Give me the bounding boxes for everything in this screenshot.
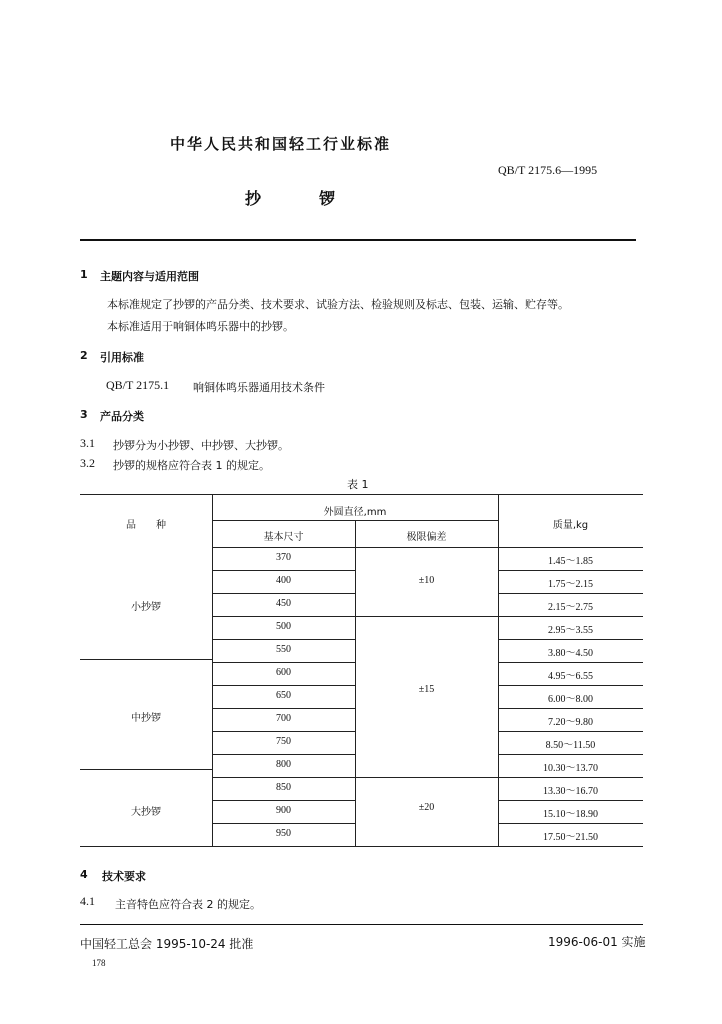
mass-cell: 6.00～8.00 (548, 693, 593, 705)
row-divider (498, 593, 643, 594)
table-header-variety: 品 种 (126, 520, 166, 531)
mass-cell: 10.30～13.70 (543, 762, 598, 774)
row-divider (498, 616, 643, 617)
group-large-gong: 大抄锣 (131, 807, 161, 818)
basic-size-cell: 750 (276, 735, 291, 747)
approval-statement: 中国轻工总会 1995-10-24 批准 (80, 937, 254, 951)
clause-4-1-text: 主音特色应符合表 2 的规定。 (115, 898, 261, 911)
clause-3-2-number: 3.2 (80, 456, 95, 470)
table-top-border (80, 494, 643, 495)
mass-cell: 1.75～2.15 (548, 578, 593, 590)
section-2-number: 2 (80, 349, 88, 362)
reference-code: QB/T 2175.1 (106, 378, 170, 392)
row-divider (212, 639, 355, 640)
basic-size-cell: 400 (276, 574, 291, 586)
row-divider (212, 708, 355, 709)
tolerance-small: ±10 (418, 575, 435, 586)
row-divider (212, 685, 355, 686)
row-divider (498, 754, 643, 755)
row-divider (212, 823, 355, 824)
header-rule (80, 239, 636, 241)
group-divider (80, 769, 212, 770)
tolerance-medium: ±15 (418, 684, 435, 695)
basic-size-cell: 850 (276, 781, 291, 793)
row-divider (212, 731, 355, 732)
row-divider (498, 662, 643, 663)
basic-size-cell: 650 (276, 689, 291, 701)
page-number: 178 (92, 958, 106, 968)
row-divider (212, 616, 355, 617)
row-divider (498, 570, 643, 571)
group-divider (80, 659, 212, 660)
row-divider (498, 731, 643, 732)
mass-cell: 3.80～4.50 (548, 647, 593, 659)
basic-size-cell: 450 (276, 597, 291, 609)
mass-cell: 8.50～11.50 (545, 739, 596, 751)
row-divider (498, 685, 643, 686)
section-1-number: 1 (80, 268, 88, 281)
table-header-tolerance: 极限偏差 (406, 532, 447, 543)
mass-cell: 4.95～6.55 (548, 670, 593, 682)
mass-cell: 13.30～16.70 (543, 785, 598, 797)
clause-3-1-number: 3.1 (80, 436, 95, 450)
mass-cell: 2.95～3.55 (548, 624, 593, 636)
table-column-divider (355, 520, 356, 846)
effective-date: 1996-06-01 实施 (548, 935, 646, 949)
row-divider (212, 777, 355, 778)
section-1-paragraph-1: 本标准规定了抄锣的产品分类、技术要求、试验方法、检验规则及标志、包装、运输、贮存等。 (107, 298, 569, 311)
section-3-heading: 产品分类 (100, 410, 144, 423)
basic-size-cell: 500 (276, 620, 291, 632)
table-bottom-border (80, 846, 643, 847)
table-header-basic-size: 基本尺寸 (263, 532, 304, 543)
section-4-number: 4 (80, 868, 88, 881)
basic-size-cell: 600 (276, 666, 291, 678)
tolerance-large: ±20 (418, 802, 435, 813)
row-divider (212, 754, 355, 755)
row-divider (212, 593, 355, 594)
basic-size-cell: 950 (276, 827, 291, 839)
standard-code: QB/T 2175.6—1995 (498, 163, 598, 177)
table-header-mass: 质量,kg (552, 520, 589, 531)
standard-title: 中华人民共和国轻工行业标准 (170, 135, 392, 153)
table-header-bottom-border (212, 547, 643, 548)
reference-title: 响铜体鸣乐器通用技术条件 (193, 381, 325, 394)
clause-4-1-number: 4.1 (80, 894, 95, 908)
row-divider (212, 570, 355, 571)
table-1-caption: 表 1 (347, 478, 369, 491)
clause-3-2-text: 抄锣的规格应符合表 1 的规定。 (113, 459, 270, 472)
row-divider (498, 800, 643, 801)
basic-size-cell: 550 (276, 643, 291, 655)
row-divider (498, 777, 643, 778)
row-divider (498, 639, 643, 640)
row-divider (212, 800, 355, 801)
section-1-paragraph-2: 本标准适用于响铜体鸣乐器中的抄锣。 (107, 320, 294, 333)
mass-cell: 7.20～9.80 (548, 716, 593, 728)
section-2-heading: 引用标准 (100, 351, 144, 364)
section-1-heading: 主题内容与适用范围 (100, 270, 199, 283)
table-header-diameter: 外圆直径,mm (323, 507, 387, 518)
document-title: 抄锣 (245, 189, 394, 208)
tolerance-group-divider (355, 616, 498, 617)
row-divider (498, 823, 643, 824)
row-divider (212, 662, 355, 663)
tolerance-group-divider (355, 777, 498, 778)
group-medium-gong: 中抄锣 (131, 713, 161, 724)
basic-size-cell: 900 (276, 804, 291, 816)
group-small-gong: 小抄锣 (131, 602, 161, 613)
mass-cell: 15.10～18.90 (543, 808, 598, 820)
mass-cell: 1.45～1.85 (548, 555, 593, 567)
basic-size-cell: 370 (276, 551, 291, 563)
mass-cell: 17.50～21.50 (543, 831, 598, 843)
clause-3-1-text: 抄锣分为小抄锣、中抄锣、大抄锣。 (113, 439, 289, 452)
row-divider (498, 708, 643, 709)
section-3-number: 3 (80, 408, 88, 421)
basic-size-cell: 800 (276, 758, 291, 770)
mass-cell: 2.15～2.75 (548, 601, 593, 613)
footer-rule (80, 924, 643, 925)
basic-size-cell: 700 (276, 712, 291, 724)
section-4-heading: 技术要求 (102, 870, 146, 883)
